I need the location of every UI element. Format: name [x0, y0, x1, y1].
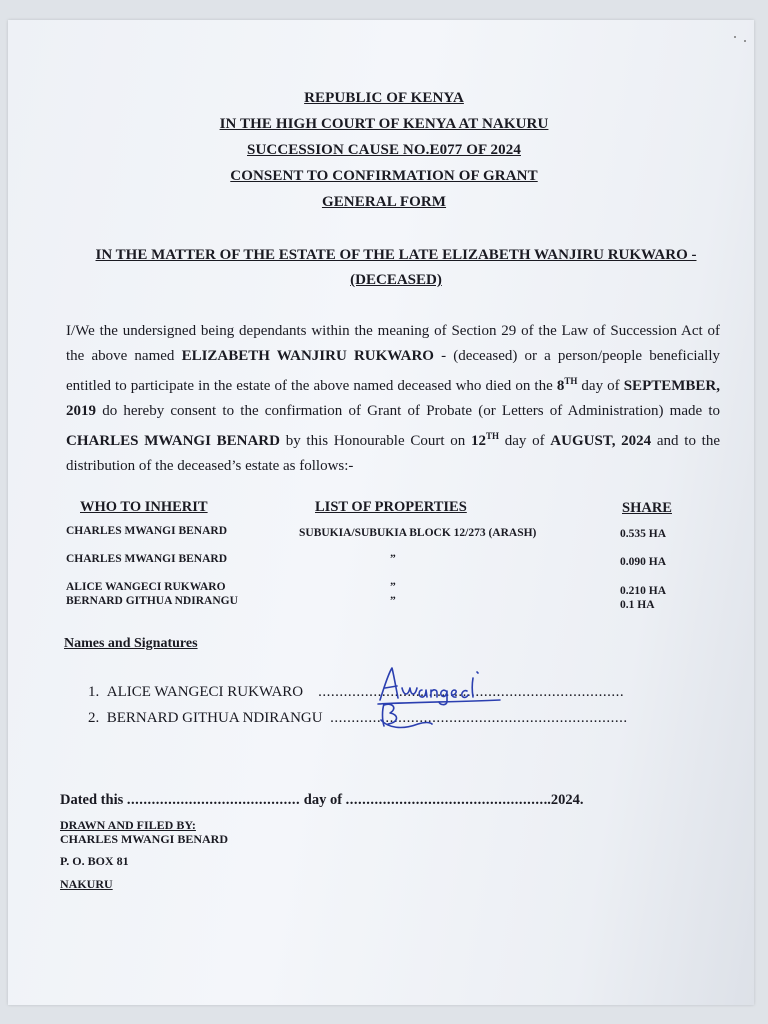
scan-speck [734, 36, 736, 38]
filer-po-box: P. O. BOX 81 [60, 854, 129, 868]
column-header-who: WHO TO INHERIT [80, 499, 208, 515]
scan-speck [744, 40, 746, 42]
column-header-share: SHARE [622, 500, 672, 516]
administrator-name: CHARLES MWANGI BENARD [66, 433, 280, 449]
table-cell-who: BERNARD GITHUA NDIRANGU [66, 595, 238, 607]
heading-consent: CONSENT TO CONFIRMATION OF GRANT [230, 168, 538, 184]
table-cell-share: 0.1 HA [620, 599, 655, 611]
table-cell-share: 0.535 HA [620, 528, 666, 540]
heading-general-form: GENERAL FORM [321, 194, 447, 210]
deceased-name: ELIZABETH WANJIRU RUKWARO [181, 348, 434, 364]
signatures-title: Names and Signatures [64, 636, 198, 651]
grant-date: AUGUST, 2024 [550, 433, 652, 449]
death-date: SEPTEMBER, 2019 [66, 378, 720, 419]
column-header-properties: LIST OF PROPERTIES [315, 499, 467, 515]
heading-republic: REPUBLIC OF KENYA [304, 90, 464, 106]
heading-court: IN THE HIGH COURT OF KENYA AT NAKURU [219, 116, 549, 132]
table-cell-share: 0.210 HA [620, 585, 666, 597]
consent-paragraph: I/We the undersigned being dependants within the meaning of Section 29 of the Law of Succession Act of the above named ELIZABETH WANJIRU RUKWARO - (deceased) or a person/people beneficially entitled to participate in the estate of the above named deceased who died on the 8TH day of SEPTEMBER, 2019 do hereby consent to the confirmation of Grant of Probate (or Letters of Administration) made to CHARLES MWANGI BENARD by this Honourable Court on 12TH day of AUGUST, 2024 and to the distribution of the deceased’s estate as follows:- [66, 323, 721, 474]
table-cell-who: ALICE WANGECI RUKWARO [66, 581, 226, 593]
dated-line: Dated this .......................................... day of ..................................................2024. [60, 792, 584, 808]
drawn-and-filed-label: DRAWN AND FILED BY: [60, 818, 196, 832]
heading-cause: SUCCESSION CAUSE NO.E077 OF 2024 [247, 142, 521, 158]
signatory-name: BERNARD GITHUA NDIRANGU [106, 710, 323, 726]
filer-town: NAKURU [60, 877, 113, 891]
matter-line-1: IN THE MATTER OF THE ESTATE OF THE LATE ELIZABETH WANJIRU RUKWARO - [95, 247, 697, 263]
table-cell-property: SUBUKIA/SUBUKIA BLOCK 12/273 (ARASH) [299, 527, 537, 539]
table-cell-who: CHARLES MWANGI BENARD [66, 525, 228, 537]
signature-line-1: 1. ALICE WANGECI RUKWARO ........................................................................ [88, 684, 625, 700]
signatory-name: ALICE WANGECI RUKWARO [106, 684, 304, 700]
matter-line-2: (DECEASED) [350, 272, 442, 288]
table-cell-property: ” [390, 595, 396, 607]
signature-line-2: 2. BERNARD GITHUA NDIRANGU ...................................................................... [88, 710, 628, 726]
filer-name: CHARLES MWANGI BENARD [60, 832, 229, 846]
table-cell-property: ” [390, 553, 396, 565]
table-cell-share: 0.090 HA [620, 556, 666, 568]
table-cell-who: CHARLES MWANGI BENARD [66, 553, 228, 565]
table-cell-property: ” [390, 581, 396, 593]
signature-bernard [378, 700, 434, 732]
